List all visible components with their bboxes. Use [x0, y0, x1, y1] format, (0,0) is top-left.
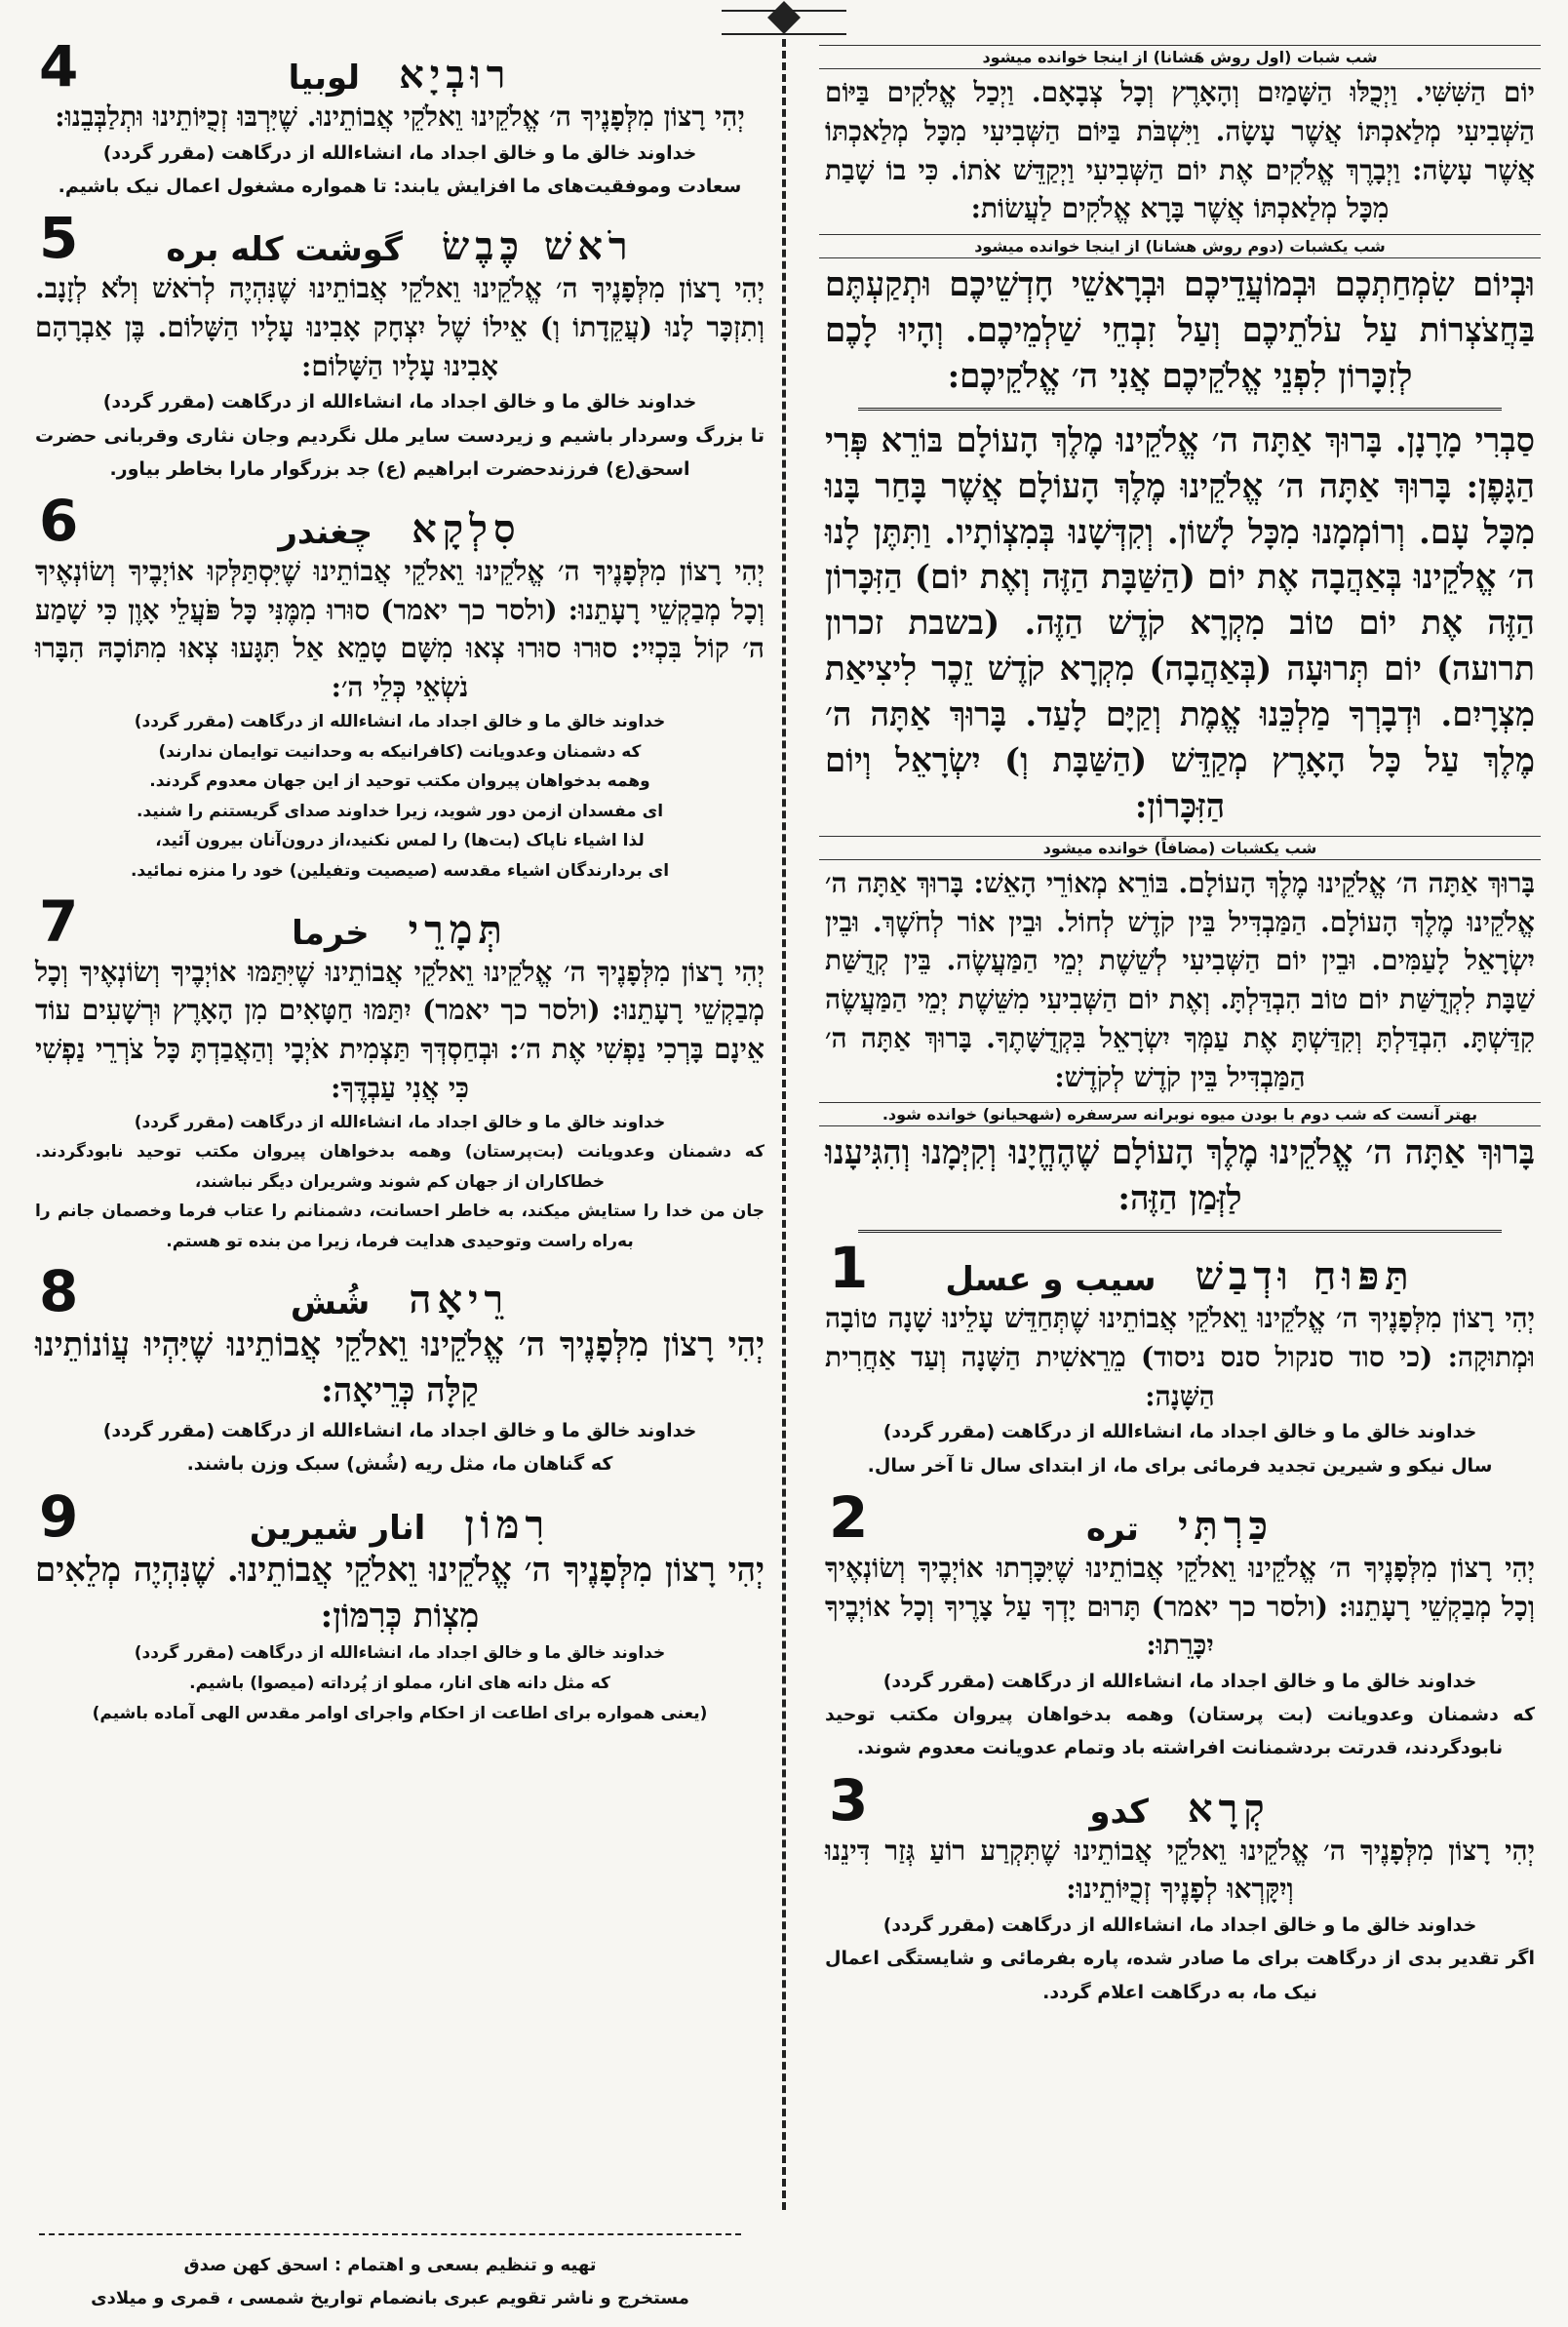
shabbat-text: יוֹם הַשִּׁשִּׁי. וַיְכֻלּוּ הַשָּׁמַיִם וְהָאָרֶץ וְכָל צְבָאָם. וַיְכַל אֱלֹקִים בַּיּוֹם הַשְּׁבִיעִי מְלַאכְתּוֹ אֲשֶׁר עָשָׂה. וַיִּשְׁבֹּת בַּיּוֹם הַשְּׁבִיעִי מִכָּל מְלַאכְתּוֹ אֲשֶׁר עָשָׂה: וַיְבָרֶךְ אֱלֹקִים אֶת יוֹם הַשְּׁבִיעִי וַיְקַדֵּשׁ אֹתוֹ. כִּי בוֹ שָׁבַת מִכָּל מְלַאכְתּוֹ אֲשֶׁר בָּרָא אֱלֹקִים לַעֲשׂוֹת:	[825, 76, 1536, 225]
footer-credit: تهیه و تنظیم بسعی و اهتمام : اسحق کهن صدق	[183, 2255, 597, 2275]
section-persian-title: گوشت کله بره	[166, 230, 403, 270]
section-hebrew-text: יְהִי רָצוֹן מִלְּפָנֶיךָ ה׳ אֱלֹקֵינוּ וֵאלֹקֵי אֲבוֹתֵינוּ. שֶׁיִּרְבּוּ זְכֻיּוֹתֵינוּ וּתְלַבְּבֵנוּ:	[55, 100, 745, 133]
section-heading	[29, 33, 770, 99]
section-persian-title: تره	[1085, 1509, 1139, 1549]
section-persian-line: (یعنی همواره برای اطاعت از احکام واجرای اوامر مقدس الهی آماده باشیم)	[92, 1703, 708, 1723]
section-hebrew-title: רֹאשׁ כֶּבֶשׂ	[441, 223, 634, 270]
section-persian-title: چغندر	[278, 512, 373, 552]
kiddush-text: סַבְרִי מָרָנָן. בָּרוּךְ אַתָּה ה׳ אֱלֹקֵינוּ מֶלֶךְ הָעוֹלָם בּוֹרֵא פְּרִי הַגָּפֶן: בָּרוּךְ אַתָּה ה׳ אֱלֹקֵינוּ מֶלֶךְ הָעוֹלָם אֲשֶׁר בָּחַר בָּנוּ מִכָּל עָם. וְרוֹמְמָנוּ מִכָּל לָשׁוֹן. וְקִדְּשָׁנוּ בְּמִצְוֹתָיו. וַתִּתֶּן לָנוּ ה׳ אֱלֹקֵינוּ בְּאַהֲבָה אֶת יוֹם (הַשַּׁבָּת הַזֶּה וְאֶת יוֹם) הַזִּכָּרוֹן הַזֶּה אֶת יוֹם טוֹב מִקְרָא קֹדֶשׁ הַזֶּה. (בשבת זכרון תרועה) יוֹם תְּרוּעָה (בְּאַהֲבָה) מִקְרָא קֹדֶשׁ זֵכֶר לִיצִיאַת מִצְרָיִם. וּדְבָרְךָ מַלְכֵּנוּ אֱמֶת וְקַיָּם לָעַד. בָּרוּךְ אַתָּה ה׳ מֶלֶךְ עַל כָּל הָאָרֶץ מְקַדֵּשׁ (הַשַּׁבָּת וְ) יִשְׂרָאֵל וְיוֹם הַזִּכָּרוֹן:	[825, 420, 1535, 826]
section-persian-line: سعادت وموفقیت‌های ما افزایش یابند: تا همواره مشغول اعمال نیک باشیم.	[58, 175, 742, 197]
note-shehecheyanu: بهتر آنست که شب دوم با بودن میوه نوبرانه سرسفره (شهحیانو) خوانده شود.	[819, 1102, 1541, 1126]
section-number: 8	[39, 1258, 79, 1325]
section-persian-line: که دشمنان وعدویانت (کافرانیکه به وحدانیت توایمان ندارند)	[158, 741, 642, 762]
section-persian-line: که دشمنان وعدویانت (بت پرستان) وهمه بدخواهان پیروان مکتب توحید نابودگردند، قدرتت بردشمنانت افراشته باد وتمام عدویانت معدوم شوند.	[825, 1704, 1535, 1759]
separator	[858, 408, 1502, 411]
section-hebrew-title: קְרָא	[1187, 1785, 1271, 1832]
section-heading	[819, 1766, 1541, 1834]
section-hebrew-title: רֵיאָה	[409, 1277, 510, 1323]
section-persian-line: ای مفسدان ازمن دور شوید، زیرا خداوند صدای گریستنم را شنید.	[136, 801, 664, 821]
top-ornament	[722, 10, 846, 35]
section-number: 1	[829, 1235, 869, 1302]
separator	[858, 1230, 1502, 1233]
column-divider	[782, 39, 786, 2210]
section-number: 4	[39, 33, 79, 99]
section-heading	[29, 887, 770, 955]
footer-publisher: مستخرج و ناشر تقویم عبری بانضمام تواریخ شمسی ، قمری و میلادی	[91, 2288, 689, 2309]
section-4	[29, 33, 770, 203]
left-column	[29, 33, 770, 1736]
section-hebrew-text: יְהִי רָצוֹן מִלְּפָנֶיךָ ה׳ אֱלֹקֵינוּ וֵאלֹקֵי אֲבוֹתֵינוּ שֶׁתְּחַדֵּשׁ עָלֵינוּ שָׁנָה טוֹבָה וּמְתוּקָה: (כי סוד סנקול סנס ניסוד) מֵרֵאשִׁית הַשָּׁנָה וְעַד אַחֲרִית הַשָּׁנָה:	[825, 1302, 1535, 1412]
section-9	[29, 1482, 770, 1729]
section-number: 5	[39, 205, 79, 272]
section-6	[29, 487, 770, 887]
note-second-night: شب یکشبات (دوم روش هشانا) از اینجا خوانده میشود	[819, 234, 1541, 258]
note-havdalah: شب یکشبات (مضافاً) خوانده میشود	[819, 836, 1541, 860]
section-heading	[819, 1483, 1541, 1551]
section-persian-line: اگر تقدیر بدی از درگاهت برای ما صادر شده، پاره بفرمائی و شایستگی اعمال نیک ما، به درگاهت اعلام گردد.	[825, 1948, 1535, 2003]
section-hebrew-text: יְהִי רָצוֹן מִלְּפָנֶיךָ ה׳ אֱלֹקֵינוּ וֵאלֹקֵי אֲבוֹתֵינוּ שֶׁיִּתַּמּוּ אוֹיְבֶיךָ וְשׂוֹנְאֶיךָ וְכָל מְבַקְשֵׁי רָעָתֵנוּ: (ולסר כך יאמר) יִתַּמּוּ חַטָּאִים מִן הָאָרֶץ וּרְשָׁעִים עוֹד אֵינָם בָּרְכִי נַפְשִׁי אֶת ה׳: וּבְחַסְדְּךָ תַּצְמִית אֹיְבָי וְהַאֲבַדְתָּ כָּל צֹרְרֵי נַפְשִׁי כִּי אֲנִי עַבְדֶּךָ:	[35, 955, 764, 1104]
section-persian-line: جان من خدا را ستایش میکند، به خاطر احسانت، دشمنانم را عتاب فرما وخصمان جانم را به‌راه راست وتوحیدی هدایت فرما، زیرا من بنده‌ تو هستم.	[35, 1202, 764, 1251]
section-persian-title: انار شیرین	[249, 1508, 426, 1548]
section-persian-line: تا بزرگ وسردار باشیم و زیردست سایر ملل نگردیم وجان نثاری وقربانی حضرت اسحق(ع) فرزندحضرت ابراهیم (ع) جد بزرگوار مارا بخاطر بیاور.	[35, 424, 764, 480]
section-number: 2	[829, 1483, 869, 1551]
section-heading	[29, 1482, 770, 1550]
section-number: 9	[39, 1482, 79, 1550]
section-8	[29, 1258, 770, 1480]
section-persian-line: خداوند خالق ما و خالق اجداد ما، انشاءالله از درگاهت (مقرر گردد)	[882, 1914, 1477, 1937]
section-persian-line: وهمه بدخواهان پیروان مکتب توحید از این جهان معدوم گردند.	[149, 771, 650, 792]
section-3	[819, 1766, 1541, 2009]
section-7	[29, 887, 770, 1257]
section-5	[29, 205, 770, 486]
uveyom-text: וּבְיוֹם שִׂמְחַתְכֶם וּבְמוֹעֲדֵיכֶם וּבְרָאשֵׁי חָדְשֵׁיכֶם וּתְקַעְתֶּם בַּחֲצֹצְרוֹת עַל עֹלֹתֵיכֶם וְעַל זִבְחֵי שַׁלְמֵיכֶם. וְהָיוּ לָכֶם לְזִכָּרוֹן לִפְנֵי אֱלֹקֵיכֶם אֲנִי ה׳ אֱלֹקֵיכֶם:	[825, 265, 1535, 396]
footer	[39, 2233, 741, 2315]
section-persian-line: که دشمنان وعدویانت (بت‌پرستان) وهمه بدخواهان پیروان مکتب توحید نابودگردند. خطاکاران از جهان کم شوند وشریران دیگر نباشند،	[35, 1142, 764, 1192]
section-persian-line: خداوند خالق ما و خالق اجداد ما، انشاءالله از درگاهت (مقرر گردد)	[134, 711, 666, 731]
section-persian-line: که گناهان ما، مثل ریه (شُش) سبک وزن باشند.	[186, 1453, 613, 1476]
section-hebrew-text: יְהִי רָצוֹן מִלְּפָנֶיךָ ה׳ אֱלֹקֵינוּ וֵאלֹקֵי אֲבוֹתֵינוּ שֶׁיִּהְיוּ עֲוֹנוֹתֵינוּ קַלָּה כְּרֵיאָה:	[35, 1325, 764, 1411]
section-hebrew-title: תְּמָרֵי	[408, 906, 508, 953]
section-hebrew-text: יְהִי רָצוֹן מִלְּפָנֶיךָ ה׳ אֱלֹקֵינוּ וֵאלֹקֵי אֲבוֹתֵינוּ שֶׁיִּכָּרְתוּ אוֹיְבֶיךָ וְשׂוֹנְאֶיךָ וְכָל מְבַקְשֵׁי רָעָתֵנוּ: (ולסר כך יאמר) תָּרוּם יָדְךָ עַל צָרֶיךָ וְכָל אוֹיְבֶיךָ יִכָּרֵתוּ:	[825, 1551, 1535, 1662]
section-hebrew-text: יְהִי רָצוֹן מִלְּפָנֶיךָ ה׳ אֱלֹקֵינוּ וֵאלֹקֵי אֲבוֹתֵינוּ. שֶׁנִּהְיֶה מְלֵאִים מִצְוֹת כְּרִמּוֹן:	[35, 1550, 764, 1636]
section-hebrew-title: רוּבְיָא	[399, 52, 512, 98]
section-persian-line: که مثل دانه های انار، مملو از پُرداته (میصوا) باشیم.	[189, 1674, 610, 1694]
section-persian-title: کدو	[1089, 1792, 1149, 1832]
section-persian-line: خداوند خالق ما و خالق اجداد ما، انشاءالله از درگاهت (مقرر گردد)	[134, 1112, 666, 1132]
section-heading	[29, 1258, 770, 1325]
havdalah-text: בָּרוּךְ אַתָּה ה׳ אֱלֹקֵינוּ מֶלֶךְ הָעוֹלָם. בּוֹרֵא מְאוֹרֵי הָאֵשׁ: בָּרוּךְ אַתָּה ה׳ אֱלֹקֵינוּ מֶלֶךְ הָעוֹלָם. הַמַּבְדִּיל בֵּין קֹדֶשׁ לְחוֹל. וּבֵין אוֹר לְחֹשֶׁךְ. וּבֵין יִשְׂרָאֵל לָעַמִּים. וּבֵין יוֹם הַשְּׁבִיעִי לְשֵׁשֶׁת יְמֵי הַמַּעֲשֶׂה. בֵּין קְדֻשַּׁת שַׁבָּת לִקְדֻשַּׁת יוֹם טוֹב הִבְדַּלְתָּ. וְאֶת יוֹם הַשְּׁבִיעִי מִשֵּׁשֶׁת יְמֵי הַמַּעֲשֶׂה קִדַּשְׁתָּ. הִבְדַּלְתָּ וְקִדַּשְׁתָּ אֶת עַמְּךָ יִשְׂרָאֵל בִּקְדֻשָּׁתֶךָ. בָּרוּךְ אַתָּה ה׳ הַמַּבְדִּיל בֵּין קֹדֶשׁ לְקֹדֶשׁ:	[825, 866, 1536, 1093]
section-hebrew-title: כַּרְתִּי	[1177, 1502, 1274, 1549]
section-hebrew-title: רִמּוֹן	[464, 1501, 551, 1548]
section-2	[819, 1483, 1541, 1765]
section-persian-line: لذا اشیاء ناپاک (بت‌ها) را لمس نکنید،از درون‌آنان بیرون آئید،	[155, 831, 645, 851]
section-persian-line: ای بردارندگان اشیاء مقدسه (صیصیت وتفیلین) خود را منزه نمائید.	[130, 860, 670, 881]
section-persian-title: خرما	[292, 913, 370, 953]
section-number: 7	[39, 887, 79, 955]
section-number: 6	[39, 487, 79, 554]
section-heading	[29, 487, 770, 554]
section-hebrew-title: סִלְקָא	[412, 505, 522, 552]
section-heading	[819, 1235, 1541, 1302]
section-1	[819, 1235, 1541, 1482]
section-persian-line: خداوند خالق ما و خالق اجداد ما، انشاءالله از درگاهت (مقرر گردد)	[882, 1671, 1477, 1693]
section-persian-title: لوبیا	[288, 59, 361, 98]
section-persian-title: شُش	[290, 1283, 371, 1323]
section-number: 3	[829, 1766, 869, 1834]
section-hebrew-text: יְהִי רָצוֹן מִלְּפָנֶיךָ ה׳ אֱלֹקֵינוּ וֵאלֹקֵי אֲבוֹתֵינוּ שֶׁנִּהְיֶה לְרֹאשׁ וְלֹא לְזָנָב. וְתִזְכָּר לָנוּ (עֲקֵדָתוֹ וְ) אֵילוֹ שֶׁל יִצְחָק אָבִינוּ עָלָיו הַשָּׁלוֹם. בֶּן אַבְרָהָם אָבִינוּ עָלָיו הַשָּׁלוֹם:	[35, 272, 764, 382]
section-persian-line: خداوند خالق ما و خالق اجداد ما، انشاءالله از درگاهت (مقرر گردد)	[102, 1420, 697, 1442]
intro-note: شب شبات (اول روش هَشانا) از اینجا خوانده میشود	[819, 45, 1541, 69]
section-persian-line: سال نیکو و شیرین تجدید فرمائی برای ما، از ابتدای سال تا آخر سال.	[867, 1454, 1493, 1477]
section-heading	[29, 205, 770, 272]
section-persian-line: خداوند خالق ما و خالق اجداد ما، انشاءالله از درگاهت (مقرر گردد)	[102, 141, 697, 164]
section-persian-line: خداوند خالق ما و خالق اجداد ما، انشاءالله از درگاهت (مقرر گردد)	[882, 1421, 1477, 1443]
section-hebrew-text: יְהִי רָצוֹן מִלְּפָנֶיךָ ה׳ אֱלֹקֵינוּ וֵאלֹקֵי אֲבוֹתֵינוּ שֶׁתִּקְרַע רוֹעַ גְּזַר דִּינֵנוּ וְיִקָּרְאוּ לְפָנֶיךָ זְכֻיּוֹתֵינוּ:	[825, 1834, 1535, 1906]
right-column	[819, 39, 1541, 2017]
section-persian-title: سیب و عسل	[945, 1260, 1156, 1300]
section-persian-line: خداوند خالق ما و خالق اجداد ما، انشاءالله از درگاهت (مقرر گردد)	[134, 1643, 666, 1664]
section-persian-line: خداوند خالق ما و خالق اجداد ما، انشاءالله از درگاهت (مقرر گردد)	[102, 391, 697, 414]
section-hebrew-text: יְהִי רָצוֹן מִלְּפָנֶיךָ ה׳ אֱלֹקֵינוּ וֵאלֹקֵי אֲבוֹתֵינוּ שֶׁיִּסְתַּלְּקוּ אוֹיְבֶיךָ וְשׂוֹנְאֶיךָ וְכָל מְבַקְשֵׁי רָעָתֵנוּ: (ולסר כך יאמר) סוּרוּ מִמֶּנִּי כָּל פֹּעֲלֵי אָוֶן כִּי שָׁמַע ה׳ קוֹל בִּכְיִי: סוּרוּ סוּרוּ צְאוּ מִשָּׁם טָמֵא אַל תִּגָּעוּ צְאוּ מִתּוֹכָהּ הִבָּרוּ נֹשְׂאֵי כְּלֵי ה׳:	[35, 554, 764, 704]
shehecheyanu-text: בָּרוּךְ אַתָּה ה׳ אֱלֹקֵינוּ מֶלֶךְ הָעוֹלָם שֶׁהֶחֱיָנוּ וְקִיְּמָנוּ וְהִגִּיעָנוּ לַזְּמַן הַזֶּה:	[825, 1133, 1535, 1219]
section-hebrew-title: תַּפּוּחַ וּדְבַשׁ	[1195, 1253, 1415, 1300]
